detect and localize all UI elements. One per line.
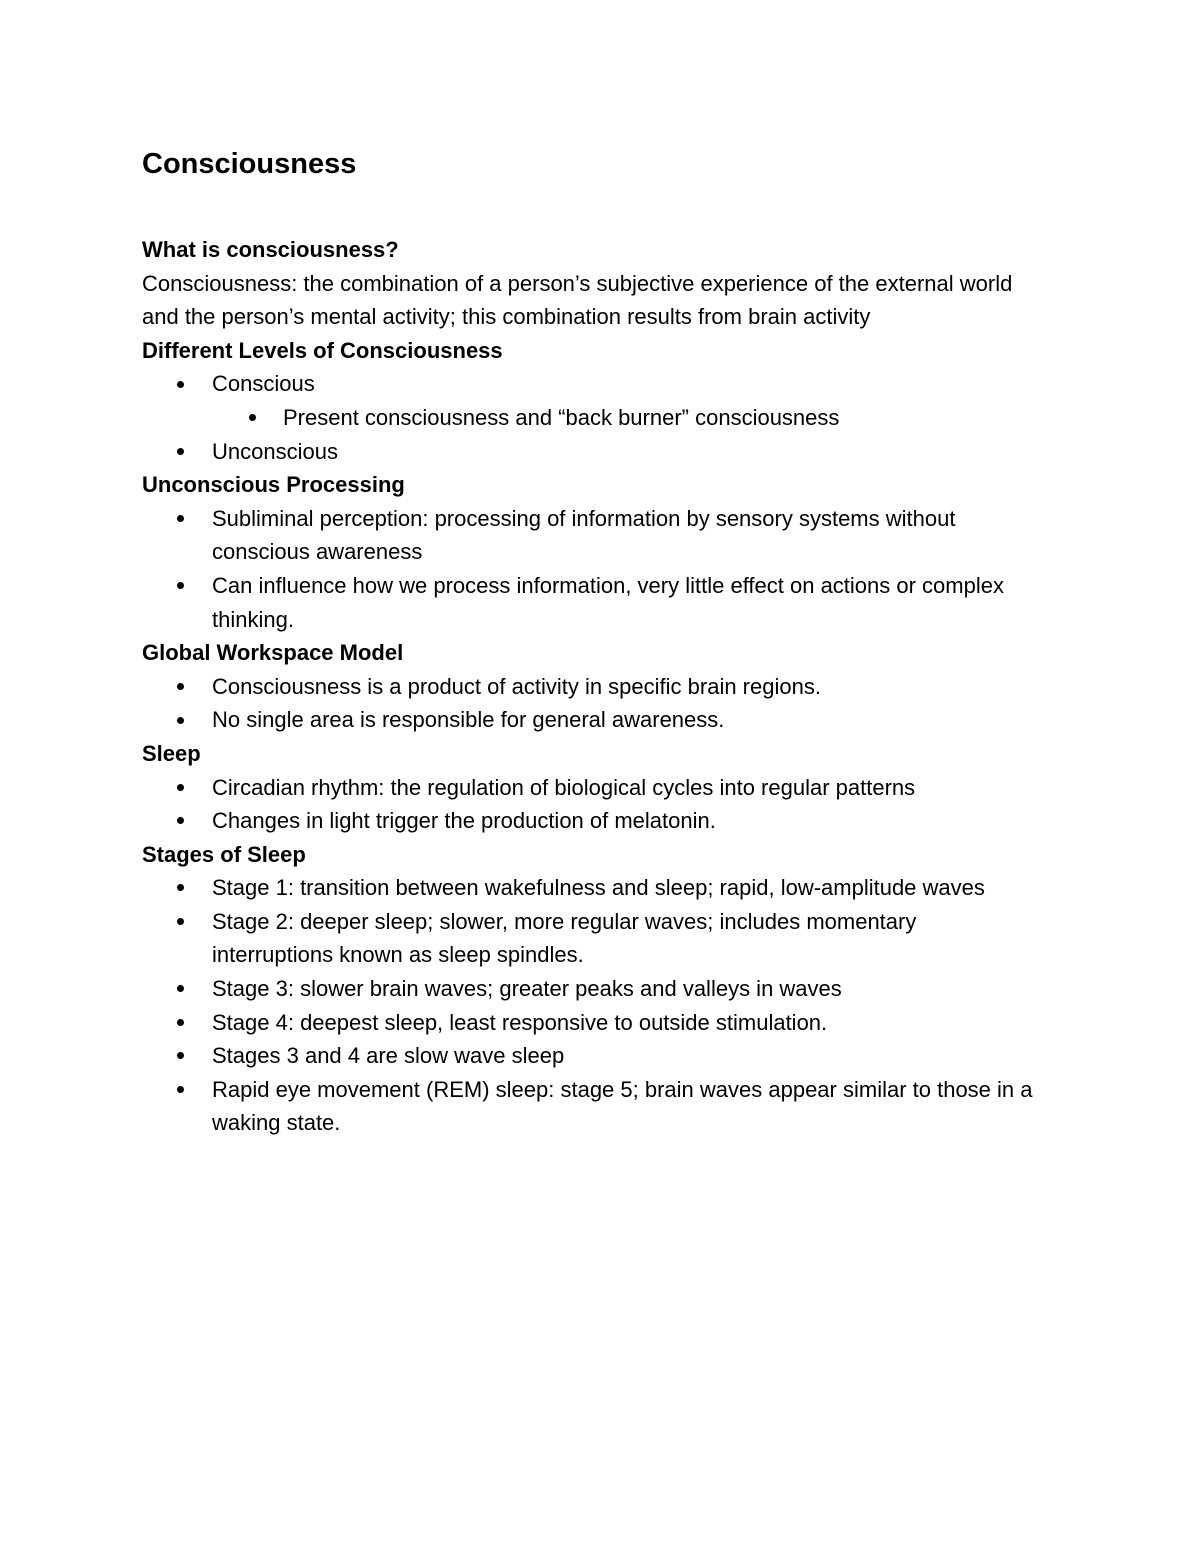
list-item-text: No single area is responsible for general awareness. (212, 707, 725, 733)
sleep-list (142, 771, 1042, 838)
bullet-icon (242, 401, 262, 435)
list-item-text: Circadian rhythm: the regulation of biological cycles into regular patterns (212, 774, 916, 800)
section-heading-stages: Stages of Sleep (142, 841, 306, 867)
bullet-icon (170, 905, 190, 939)
list-item-text: Stage 1: transition between wakefulness and sleep; rapid, low-amplitude waves (212, 875, 985, 901)
list-item-text: Subliminal perception: processing of information by sensory systems without conscious awareness (212, 505, 956, 565)
list-item-text: Changes in light trigger the production of melatonin. (212, 808, 716, 834)
list-item (142, 771, 1042, 805)
bullet-icon (170, 804, 190, 838)
bullet-icon (170, 703, 190, 737)
global-workspace-list (142, 670, 1042, 737)
unconscious-processing-list (142, 502, 1042, 636)
section-heading-sleep: Sleep (142, 740, 201, 766)
section-heading-levels: Different Levels of Consciousness (142, 337, 503, 363)
title-spacer (142, 188, 1042, 233)
list-item (142, 569, 1042, 636)
list-item (142, 435, 1042, 469)
list-item-text: Present consciousness and “back burner” consciousness (283, 404, 840, 430)
list-item (142, 871, 1042, 905)
bullet-icon (170, 771, 190, 805)
bullet-icon (170, 972, 190, 1006)
list-item (142, 502, 1042, 569)
list-item-text: Unconscious (212, 438, 338, 464)
list-item-text: Can influence how we process information, very little effect on actions or complex thinking. (212, 572, 1004, 632)
section-heading-global-workspace: Global Workspace Model (142, 640, 404, 666)
bullet-icon (170, 502, 190, 536)
list-item (142, 804, 1042, 838)
list-item-text: Stage 2: deeper sleep; slower, more regular waves; includes momentary interruptions known as sleep spindles. (212, 908, 917, 968)
list-item-text: Stage 3: slower brain waves; greater peaks and valleys in waves (212, 976, 842, 1002)
list-item (142, 1073, 1042, 1140)
bullet-icon (170, 1073, 190, 1107)
page-title: Consciousness (142, 148, 357, 180)
list-item (142, 1006, 1042, 1040)
list-item (142, 670, 1042, 704)
list-item-text: Conscious (212, 371, 315, 397)
bullet-icon (170, 367, 190, 401)
consciousness-definition: Consciousness: the combination of a person’s subjective experience of the external world and the person’s mental activity; this combination results from brain activity (142, 270, 1013, 330)
list-item-text: Rapid eye movement (REM) sleep: stage 5; brain waves appear similar to those in a waking state. (212, 1076, 1033, 1136)
list-item (142, 367, 1042, 401)
bullet-icon (170, 1039, 190, 1073)
bullet-icon (170, 670, 190, 704)
document-page (142, 140, 1042, 1140)
list-item-text: Consciousness is a product of activity in specific brain regions. (212, 673, 821, 699)
list-item-text: Stages 3 and 4 are slow wave sleep (212, 1043, 565, 1069)
stages-list (142, 871, 1042, 1140)
list-item-sub (142, 401, 1042, 435)
list-item (142, 703, 1042, 737)
bullet-icon (170, 1006, 190, 1040)
section-heading-unconscious-processing: Unconscious Processing (142, 472, 405, 498)
list-item (142, 1039, 1042, 1073)
section-heading-what-is: What is consciousness? (142, 237, 399, 262)
bullet-icon (170, 569, 190, 603)
list-item (142, 972, 1042, 1006)
list-item-text: Stage 4: deepest sleep, least responsive to outside stimulation. (212, 1009, 828, 1035)
bullet-icon (170, 435, 190, 469)
bullet-icon (170, 871, 190, 905)
list-item (142, 905, 1042, 972)
levels-list (142, 367, 1042, 468)
